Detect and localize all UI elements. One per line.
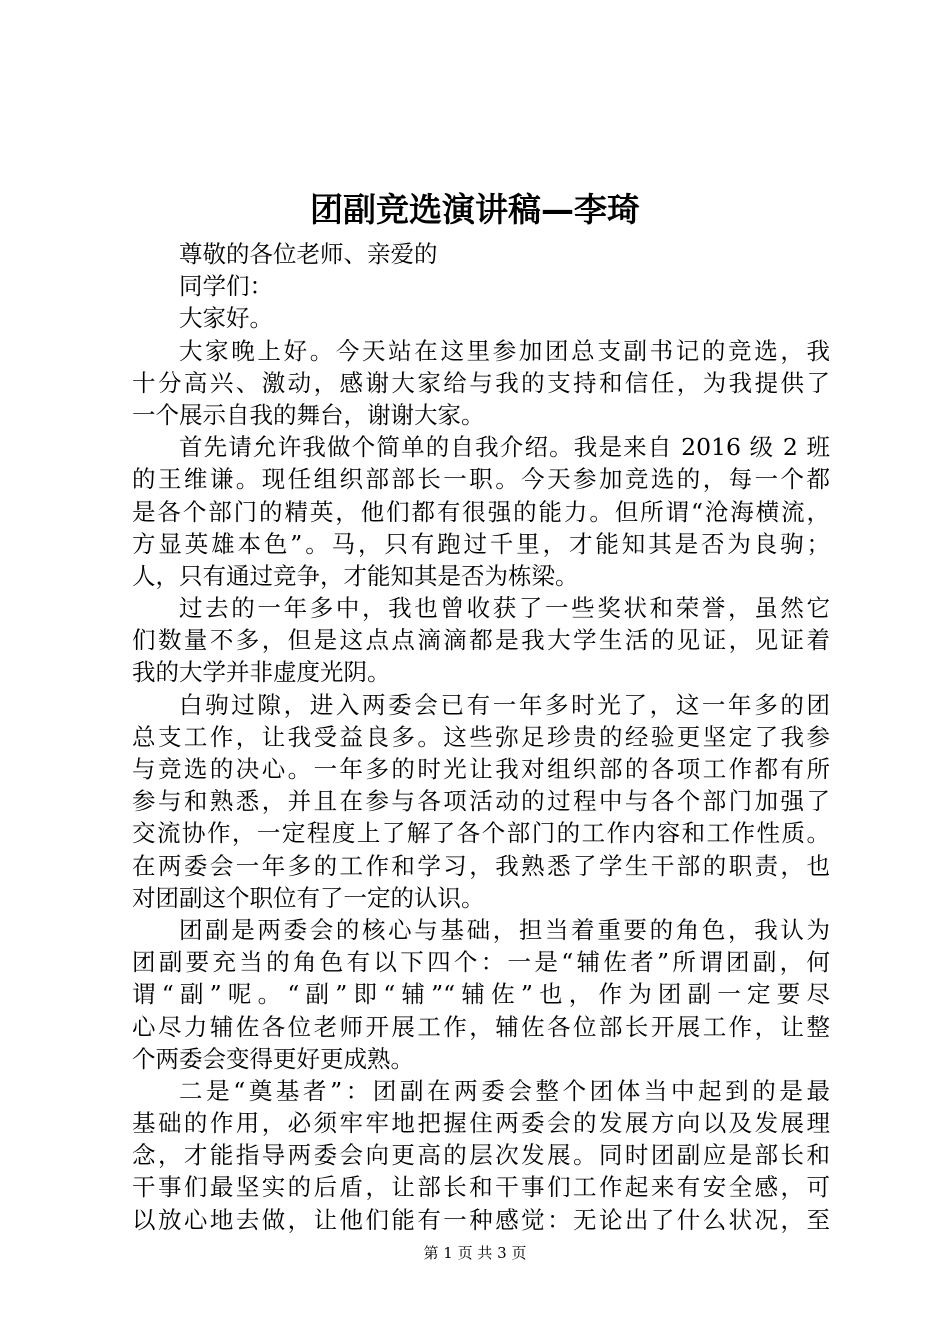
page-footer: 第 1 页 共 3 页 — [423, 1244, 527, 1262]
paragraph-line: 首先请允许我做个简单的自我介绍。我是来自 2016 级 2 班 — [179, 433, 830, 462]
paragraph-line: 是各个部门的精英，他们都有很强的能力。但所谓“沧海横流， — [132, 497, 830, 526]
paragraph-line: 念，才能指导两委会向更高的层次发展。同时团副应是部长和 — [132, 1141, 830, 1170]
paragraph-line: 个两委会变得更好更成熟。 — [132, 1044, 414, 1073]
salutation-line: 同学们： — [179, 272, 273, 301]
paragraph-line: 心尽力辅佐各位老师开展工作，辅佐各位部长开展工作，让整 — [132, 1012, 830, 1041]
paragraph-line: 团副要充当的角色有以下四个：一是“辅佐者”所谓团副，何 — [132, 948, 830, 977]
paragraph-line: 总支工作，让我受益良多。这些弥足珍贵的经验更坚定了我参 — [132, 722, 830, 751]
paragraph-line: 我的大学并非虚度光阴。 — [132, 658, 391, 687]
paragraph-line: 人，只有通过竞争，才能知其是否为栋梁。 — [132, 561, 579, 590]
paragraph-line: 以放心地去做，让他们能有一种感觉：无论出了什么状况，至 — [132, 1205, 830, 1234]
paragraph-line: 们数量不多，但是这点点滴滴都是我大学生活的见证，见证着 — [132, 626, 830, 655]
salutation-line: 尊敬的各位老师、亲爱的 — [179, 240, 438, 268]
paragraph-line: 大家晚上好。今天站在这里参加团总支副书记的竞选，我 — [179, 336, 830, 365]
paragraph-line: 二是“奠基者”：团副在两委会整个团体当中起到的是最 — [179, 1076, 830, 1105]
paragraph-line: 白驹过隙，进入两委会已有一年多时光了，这一年多的团 — [179, 690, 830, 719]
paragraph-line: 的王维谦。现任组织部部长一职。今天参加竞选的，每一个都 — [132, 465, 830, 494]
document-body — [132, 238, 830, 1236]
paragraph-line: 基础的作用，必须牢牢地把握住两委会的发展方向以及发展理 — [132, 1109, 830, 1138]
document-title: 团副竞选演讲稿—李琦 — [310, 190, 640, 229]
paragraph-line: 十分高兴、激动，感谢大家给与我的支持和信任，为我提供了 — [132, 368, 830, 397]
paragraph-line: 一个展示自我的舞台，谢谢大家。 — [132, 400, 485, 429]
paragraph-line: 团副是两委会的核心与基础，担当着重要的角色，我认为 — [179, 915, 830, 944]
paragraph-line: 交流协作，一定程度上了解了各个部门的工作内容和工作性质。 — [132, 819, 830, 848]
paragraph-line: 与竞选的决心。一年多的时光让我对组织部的各项工作都有所 — [132, 755, 830, 783]
paragraph-line: 在两委会一年多的工作和学习，我熟悉了学生干部的职责，也 — [132, 851, 830, 880]
paragraph-line: 过去的一年多中，我也曾收获了一些奖状和荣誉，虽然它 — [179, 594, 830, 623]
paragraph-line: 方显英雄本色”。马，只有跑过千里，才能知其是否为良驹； — [132, 529, 830, 558]
paragraph-line: 干事们最坚实的后盾，让部长和干事们工作起来有安全感，可 — [132, 1173, 830, 1202]
paragraph-line: 参与和熟悉，并且在参与各项活动的过程中与各个部门加强了 — [132, 787, 830, 816]
paragraph-line: 对团副这个职位有了一定的认识。 — [132, 883, 485, 912]
paragraph-line: 谓“副”呢。“副”即“辅”“辅佐”也，作为团副一定要尽 — [132, 980, 830, 1009]
greeting-line: 大家好。 — [179, 304, 273, 333]
